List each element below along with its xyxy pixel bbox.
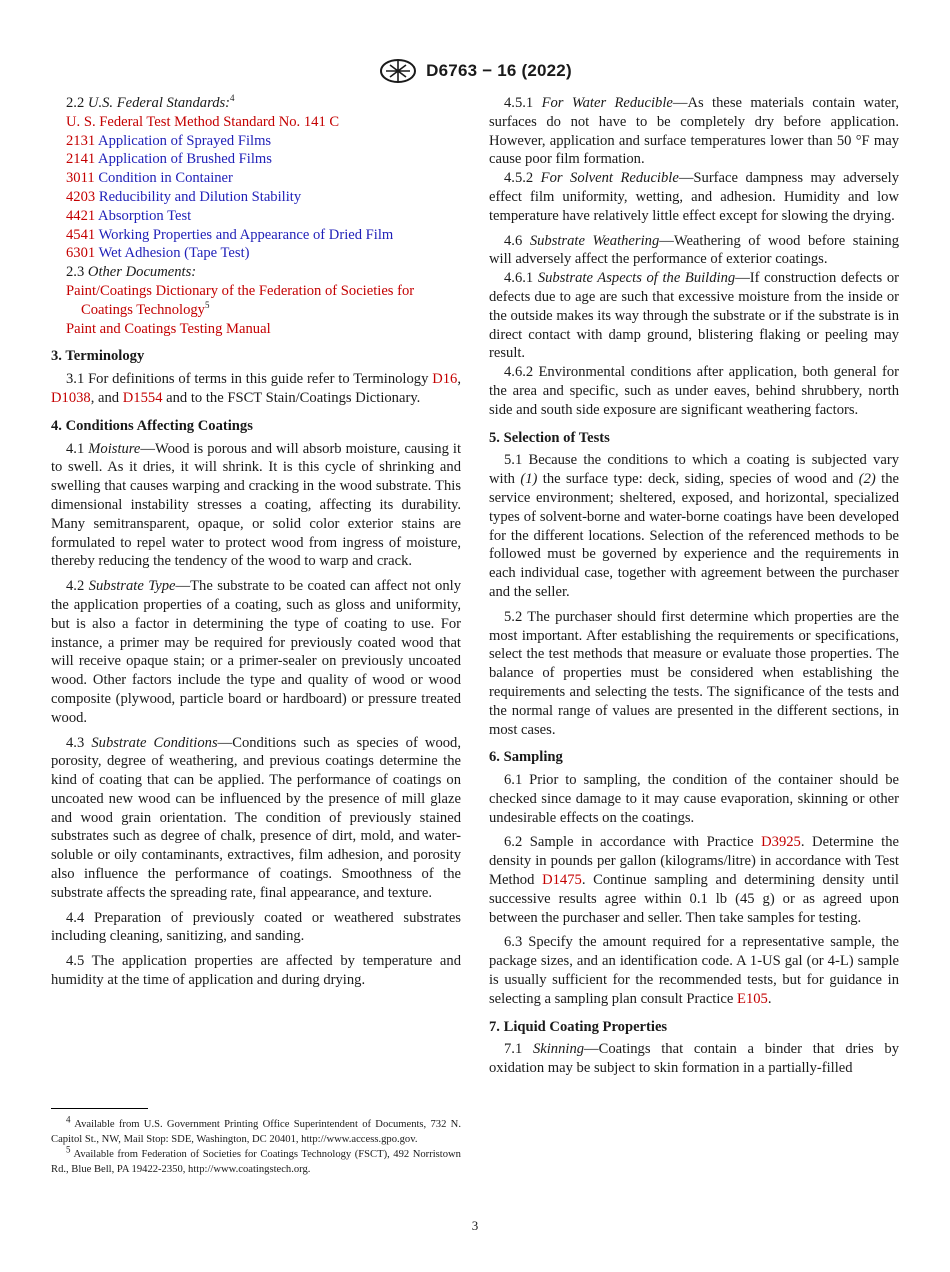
standard-item[interactable]: 2141 Application of Brushed Films [66, 151, 272, 168]
paragraph: 4.6.1 Substrate Aspects of the Building—If construction defects or defects due to age are such that excessive moisture from the inside or the outside makes its way through the substrate or if the substrate is in direct contact with damp ground, blistering flaking or peeling may result. [489, 270, 899, 362]
paragraph: 6.2 Sample in accordance with Practice D3925. Determine the density in pounds per gallon (kilograms/litre) in accordance with Test Method D1475. Continue sampling and determining density until successive results agree within 0.1 lb (45 g) or as agreed upon between the purchaser and seller. Then take samples for testing. [489, 834, 899, 926]
paragraph: 4.5.2 For Solvent Reducible—Surface dampness may adversely effect film uniformity, wetting, and adhesion. Humidity and low temperature have relatively little effect except for slowing the drying. [489, 170, 899, 224]
federal-standard-141c-link[interactable]: U. S. Federal Test Method Standard No. 141 C [66, 113, 340, 130]
document-title: D6763 − 16 (2022) [426, 61, 572, 80]
standard-item[interactable]: 4203 Reducibility and Dilution Stability [66, 188, 302, 205]
footnote: $^4$ Available from U.S. Government Printing Office Superintendent of Documents, 732 N. Capitol St., NW, Mail Stop: SDE, Washington, DC 20401, http://www.access.gpo.gov. [51, 1114, 461, 1145]
paragraph: 4.2 Substrate Type—The substrate to be coated can affect not only the application properties of a coating, such as gloss and uniformity, but is also a factor in determining the type of coating to use. For instance, a primer may be required for previously coated wood that will receive opaque stain; or a primer-sealer on previously uncoated wood. Other factors include the type and quality of wood or wood composite (plywood, particle board or hardboard) or pressure treated wood. [51, 578, 461, 726]
paragraph: 6.1 Prior to sampling, the condition of the container should be checked since damage to it may cause evaporation, skinning or other undesirable effects on the coatings. [489, 772, 899, 826]
paragraph: 4.5 The application properties are affected by temperature and humidity at the time of application and during drying. [51, 953, 461, 989]
ref-link[interactable]: E105 [737, 990, 768, 1007]
standard-item[interactable]: 2131 Application of Sprayed Films [66, 132, 272, 149]
footnote-divider [51, 1108, 148, 1109]
section-heading: 7. Liquid Coating Properties [489, 1018, 668, 1035]
standard-item[interactable]: 4541 Working Properties and Appearance of Dried Film [66, 226, 394, 243]
paragraph: 3.1 For definitions of terms in this guide refer to Terminology D16, D1038, and D1554 and to the FSCT Stain/Coatings Dictionary. [51, 371, 461, 406]
right-column [489, 94, 899, 1078]
testing-manual-link[interactable]: Paint and Coatings Testing Manual [66, 320, 271, 337]
federal-standards-list: 2.2 U.S. Federal Standards:$^4$ U. S. Federal Test Method Standard No. 141 C 2131 Application of Sprayed Films 2141 Application of Brushed Films 3011 Condition in Container 4203 Reducibility and Dilution Stability 4421 Absorption Test 4541 Working Properties and Appearance of Dried Film 6301 Wet Adhesion (Tape Test) 2.3 Other Documents: Paint/Coatings Dictionary of the Federation of Societies for Coatings Technology$^5$ Paint and Coatings Testing Manual [51, 94, 461, 338]
footnote: $^5$ Available from Federation of Societies for Coatings Technology (FSCT), 492 Norristown Rd., Blue Bell, PA 19422-2350, http://www.coatingstech.org. [51, 1144, 461, 1175]
fsct-dictionary-link[interactable]: Paint/Coatings Dictionary of the Federation of Societies for Coatings Technology$^5$ [66, 282, 415, 318]
paragraph: 6.3 Specify the amount required for a representative sample, the package sizes, and an identification code. A 1-US gal (or 4-L) sample is usually sufficient for the recommended tests, but for guidance in selecting a sampling plan consult Practice E105. [489, 934, 899, 1007]
paragraph: 4.6 Substrate Weathering—Weathering of wood before staining will adversely affect the performance of exterior coatings. [489, 232, 900, 268]
paragraph: 4.6.2 Environmental conditions after application, both general for the area and specific, such as under eaves, behind shrubbery, north side and south side exposure are significant weathering factors. [489, 364, 899, 418]
standard-item[interactable]: 3011 Condition in Container [66, 170, 233, 187]
page-header [0, 57, 950, 85]
section-heading: 6. Sampling [489, 749, 563, 766]
left-column [51, 94, 461, 990]
ref-link[interactable]: D16 [432, 371, 458, 388]
astm-logo-icon [378, 57, 418, 85]
standard-item[interactable]: 4421 Absorption Test [66, 207, 192, 224]
section-heading: 4. Conditions Affecting Coatings [51, 417, 253, 434]
section-heading: 3. Terminology [51, 348, 145, 365]
standard-item[interactable]: 6301 Wet Adhesion (Tape Test) [66, 245, 250, 262]
ref-link[interactable]: D1475 [542, 872, 582, 889]
paragraph: 7.1 Skinning—Coatings that contain a binder that dries by oxidation may be subject to skin formation in a partially-filled [489, 1041, 899, 1077]
paragraph: 4.1 Moisture—Wood is porous and will absorb moisture, causing it to swell. As it dries, it will shrink. It is this cycle of shrinking and swelling that causes warping and cracking in the wood substrate. This dimensional instability stresses a coating, affecting its durability. Many semitransparent, opaque, or solid color exterior stains are formulated to repel water to protect wood from ingress of moisture, thereby reducing the tendency of the wood to warp and crack. [51, 440, 461, 570]
paragraph: 4.3 Substrate Conditions—Conditions such as species of wood, porosity, degree of weathering, and previous coatings determine the kind of coating that can be applied. The performance of coatings on uncoated new wood can be influenced by the presence of mill glaze and wood grain orientation. The condition of previously stained substrates such as degree of chalk, presence of dirt, mold, and water-soluble or oily contaminants, extractives, film adhesion, and porosity also influence the performance of coatings. Smoothness of the substrate affects the spreading rate, final appearance, and texture. [51, 734, 461, 901]
ref-link[interactable]: D3925 [761, 834, 801, 851]
paragraph: 4.5.1 For Water Reducible—As these materials contain water, surfaces do not have to be completely dry before application. However, application and surface temperatures lower than 50 °F may cause poor film formation. [489, 95, 900, 168]
page-number: 3 [471, 1218, 479, 1233]
ref-link[interactable]: D1038 [51, 389, 91, 406]
paragraph: 5.1 Because the conditions to which a coating is subjected vary with (1) the surface type: deck, siding, species of wood and (2) the service environment; sheltered, exposed, and horizontal, specialized types of solvent-borne and water-borne coatings have been developed for the different locations. Selection of the referenced methods to be followed must be governed by experience and the requirements in each individual case, together with agreement between the purchaser and the seller. [489, 452, 900, 600]
paragraph: 5.2 The purchaser should first determine which properties are the most important. After establishing the requirements or specifications, select the test methods that measure or evaluate those properties. The balance of properties must be considered when establishing the requirements and selecting the tests. The significance of the tests and the normal range of values are presented in the different sections, in most cases. [489, 608, 899, 738]
footnotes [51, 1114, 461, 1177]
section-heading: 5. Selection of Tests [489, 429, 610, 446]
ref-link[interactable]: D1554 [122, 389, 163, 406]
paragraph: 4.4 Preparation of previously coated or weathered substrates including cleaning, sanitizing, and sanding. [51, 909, 461, 945]
